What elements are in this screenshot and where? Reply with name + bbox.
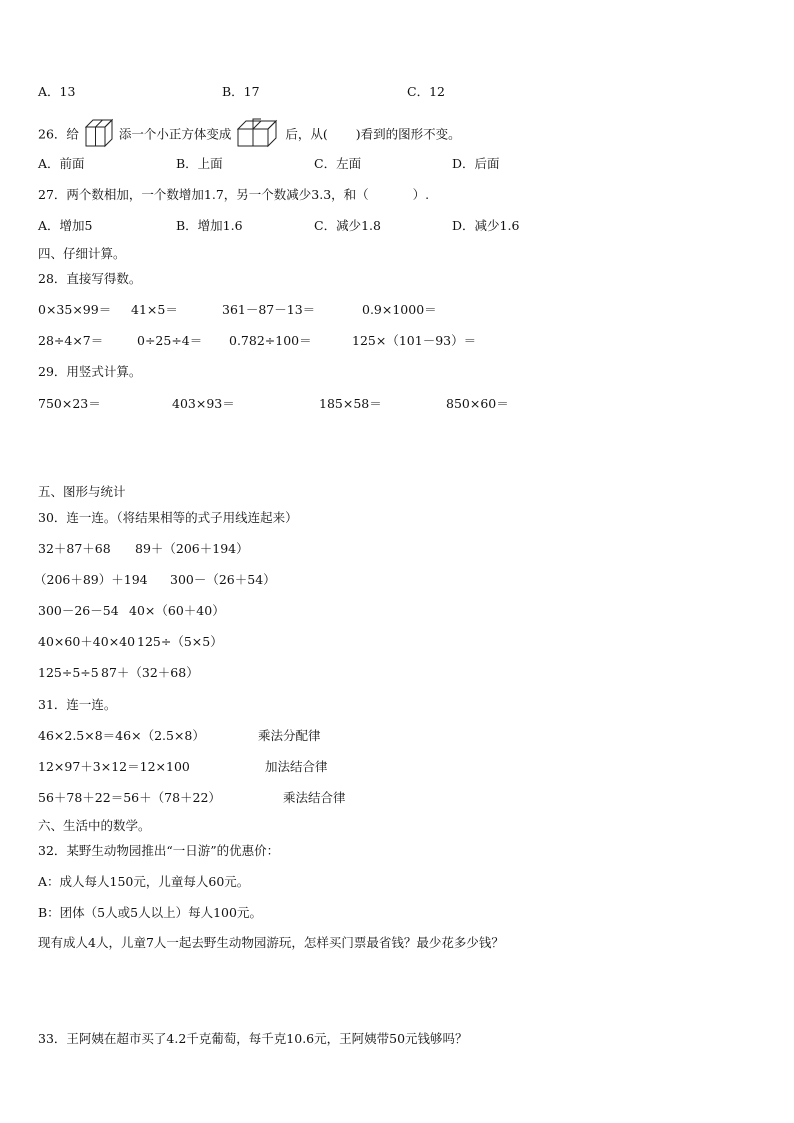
section-4-heading: 四、仔细计算。 xyxy=(38,246,126,261)
four-cube-figure-icon xyxy=(237,118,279,152)
q26-text-pre: 26．给 xyxy=(38,126,79,142)
q31-left-equation[interactable]: 12×97＋3×12＝12×100 xyxy=(38,759,190,774)
q30-left-expression[interactable]: 125÷5÷5 xyxy=(38,665,99,680)
q31-title: 31．连一连。 xyxy=(38,697,117,712)
three-cube-figure-icon xyxy=(85,118,113,152)
q27-question xyxy=(38,187,429,203)
q28-expression: 0÷25÷4＝ xyxy=(137,333,203,348)
q29-title: 29．用竖式计算。 xyxy=(38,364,142,379)
q28-expression: 125×（101－93）＝ xyxy=(352,333,477,348)
q29-expression: 403×93＝ xyxy=(172,396,235,411)
q26-text-post2: )看到的图形不变。 xyxy=(355,126,461,142)
q30-left-expression[interactable]: 300－26－54 xyxy=(38,603,119,618)
q32-title: 32．某野生动物园推出“一日游”的优惠价： xyxy=(38,843,280,858)
q26-option-a[interactable]: A．前面 xyxy=(38,156,85,171)
q25-option-b[interactable]: B．17 xyxy=(222,84,260,99)
q28-expression: 361－87－13＝ xyxy=(222,302,316,317)
q30-title: 30．连一连。（将结果相等的式子用线连起来） xyxy=(38,510,298,525)
q27-option-c[interactable]: C．减少1.8 xyxy=(314,218,381,233)
q30-right-expression[interactable]: 300－（26＋54） xyxy=(170,572,276,587)
q33-question: 33．王阿姨在超市买了4.2千克葡萄，每千克10.6元，王阿姨带50元钱够吗？ xyxy=(38,1031,468,1046)
q28-title: 28．直接写得数。 xyxy=(38,271,142,286)
q26-question xyxy=(38,118,461,152)
section-6-heading: 六、生活中的数学。 xyxy=(38,818,151,833)
q29-expression: 850×60＝ xyxy=(446,396,509,411)
q29-expression: 750×23＝ xyxy=(38,396,101,411)
q27-text2: ）. xyxy=(412,187,430,202)
q31-right-law[interactable]: 加法结合律 xyxy=(265,759,328,774)
q25-option-c[interactable]: C．12 xyxy=(407,84,445,99)
q32-question: 现有成人4人，儿童7人一起去野生动物园游玩，怎样买门票最省钱？最少花多少钱？ xyxy=(38,935,504,950)
q31-right-law[interactable]: 乘法分配律 xyxy=(258,728,321,743)
q30-left-expression[interactable]: 32＋87＋68 xyxy=(38,541,111,556)
q26-option-c[interactable]: C．左面 xyxy=(314,156,362,171)
q31-left-equation[interactable]: 46×2.5×8＝46×（2.5×8） xyxy=(38,728,205,743)
q30-right-expression[interactable]: 125÷（5×5） xyxy=(137,634,223,649)
q32-option-b-text: B：团体（5人或5人以上）每人100元。 xyxy=(38,905,262,920)
q26-option-b[interactable]: B．上面 xyxy=(176,156,223,171)
q31-left-equation[interactable]: 56＋78＋22＝56＋（78＋22） xyxy=(38,790,221,805)
q30-right-expression[interactable]: 40×（60＋40） xyxy=(129,603,225,618)
q27-text1: 27．两个数相加，一个数增加1.7，另一个数减少3.3，和（ xyxy=(38,187,369,202)
q27-option-a[interactable]: A．增加5 xyxy=(38,218,93,233)
q31-right-law[interactable]: 乘法结合律 xyxy=(283,790,346,805)
q28-expression: 28÷4×7＝ xyxy=(38,333,104,348)
q30-left-expression[interactable]: （206＋89）＋194 xyxy=(34,572,148,587)
q28-expression: 0.782÷100＝ xyxy=(229,333,312,348)
q30-right-expression[interactable]: 89＋（206＋194） xyxy=(135,541,249,556)
q28-expression: 0.9×1000＝ xyxy=(362,302,437,317)
q27-option-b[interactable]: B．增加1.6 xyxy=(176,218,243,233)
q26-text-post1: 后，从( xyxy=(285,126,328,142)
q28-expression: 0×35×99＝ xyxy=(38,302,112,317)
q26-text-mid: 添一个小正方体变成 xyxy=(118,126,232,142)
section-5-heading: 五、图形与统计 xyxy=(38,484,126,499)
q25-option-a[interactable]: A．13 xyxy=(38,84,76,99)
q30-left-expression[interactable]: 40×60＋40×40 xyxy=(38,634,136,649)
q28-expression: 41×5＝ xyxy=(131,302,178,317)
q30-right-expression[interactable]: 87＋（32＋68） xyxy=(101,665,199,680)
q29-expression: 185×58＝ xyxy=(319,396,382,411)
q32-option-a-text: A：成人每人150元，儿童每人60元。 xyxy=(38,874,250,889)
q27-option-d[interactable]: D．减少1.6 xyxy=(452,218,520,233)
q26-option-d[interactable]: D．后面 xyxy=(452,156,500,171)
